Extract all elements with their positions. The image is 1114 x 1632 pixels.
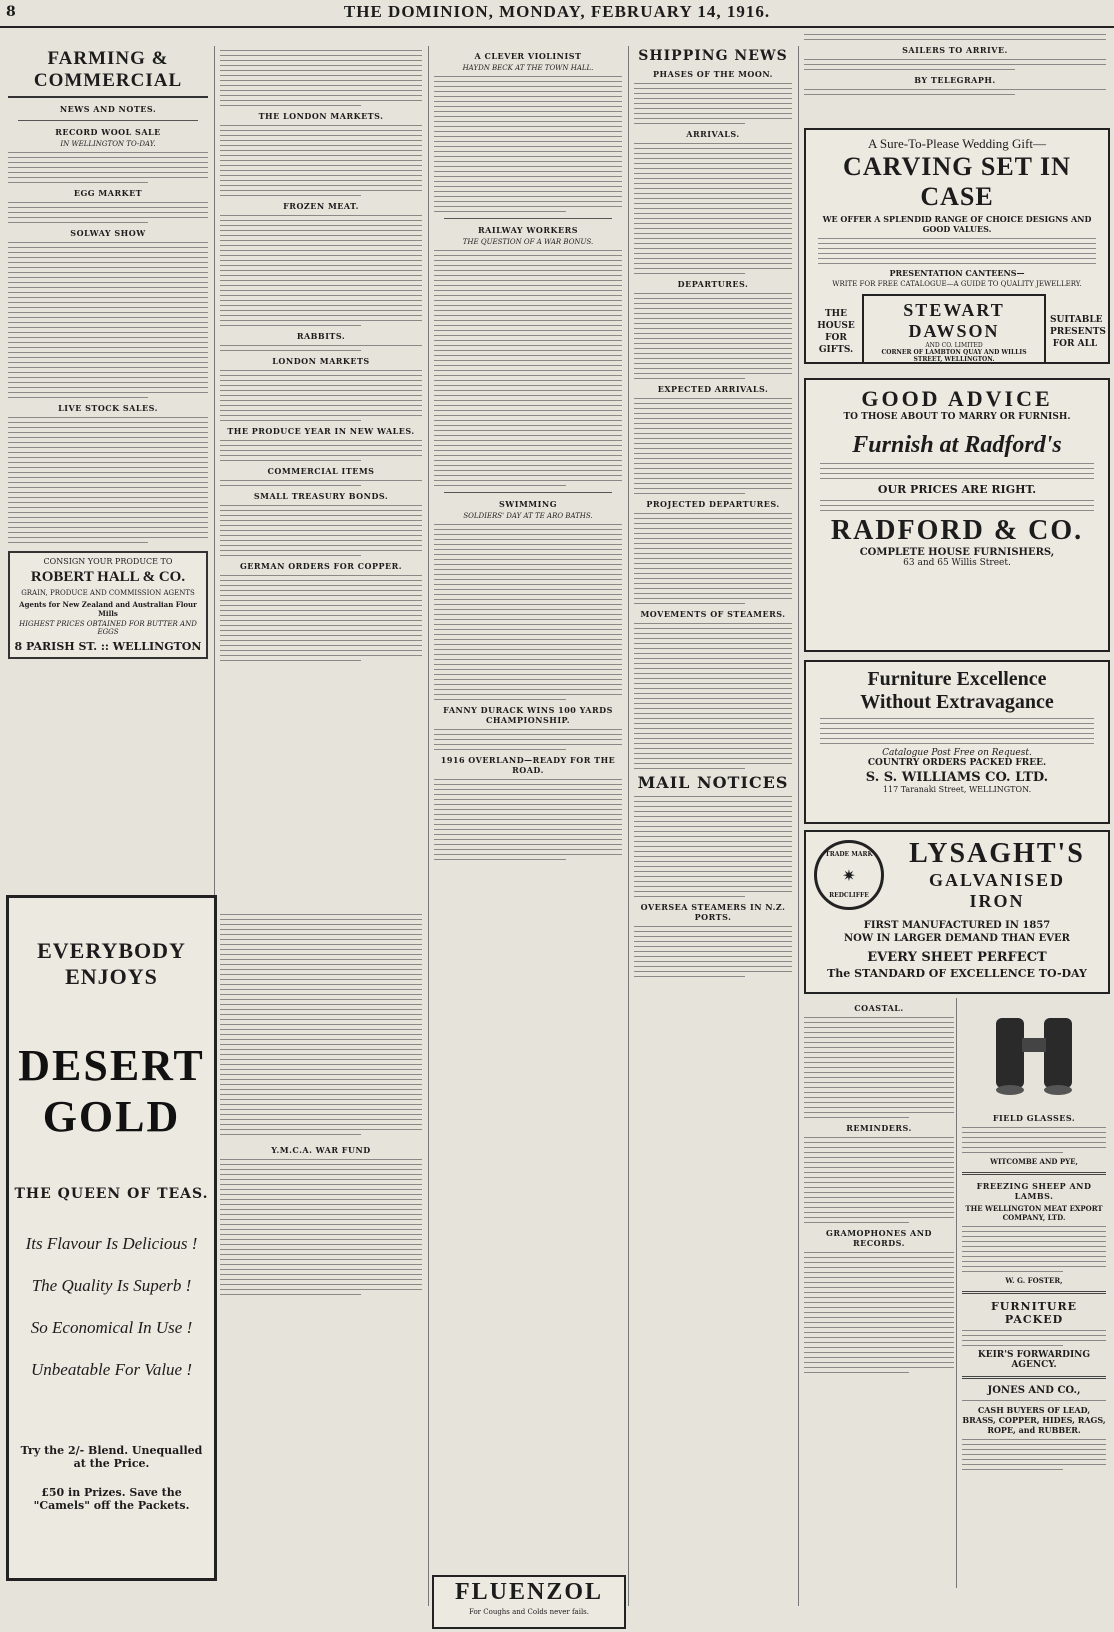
ad-title: Without Extravagance bbox=[860, 691, 1054, 713]
article-body bbox=[634, 293, 792, 379]
article-heading: Y.M.C.A. WAR FUND bbox=[271, 1145, 371, 1155]
article-heading: EGG MARKET bbox=[73, 188, 143, 198]
ad-line: COMPLETE HOUSE FURNISHERS, bbox=[859, 547, 1055, 558]
article-body bbox=[634, 926, 792, 977]
article-heading: COASTAL. bbox=[854, 1003, 904, 1013]
article-heading: LONDON MARKETS bbox=[272, 356, 370, 366]
ad-body bbox=[962, 1439, 1106, 1470]
ad-brand: FLUENZOL bbox=[454, 1579, 604, 1605]
ad-side-text: SUITABLE PRESENTS FOR ALL bbox=[1050, 314, 1106, 349]
column-rule bbox=[798, 46, 799, 1606]
ad-line: COUNTRY ORDERS PACKED FREE. bbox=[867, 758, 1047, 768]
ad-line: For Coughs and Colds never fails. bbox=[468, 1608, 590, 1616]
article-body bbox=[434, 729, 622, 750]
column-rule bbox=[628, 46, 629, 1606]
article-body bbox=[634, 513, 792, 604]
ad-line: CASH BUYERS OF LEAD, BRASS, COPPER, HIDES, RAGS, ROPE, and RUBBER. bbox=[962, 1405, 1106, 1435]
article-heading: FROZEN MEAT. bbox=[283, 201, 359, 211]
ad-brand: KEIR'S FORWARDING AGENCY. bbox=[977, 1350, 1091, 1370]
ad-line: WITCOMBE AND PYE, bbox=[990, 1157, 1078, 1166]
article-body bbox=[220, 215, 422, 326]
article-heading: RABBITS. bbox=[296, 331, 346, 341]
seal-text: TRADE MARK bbox=[825, 851, 873, 858]
column-news bbox=[434, 46, 622, 1556]
article-heading: 1916 OVERLAND—READY FOR THE ROAD. bbox=[440, 755, 616, 775]
ad-line: So Economical In Use ! bbox=[30, 1318, 193, 1337]
ad-brand: DAWSON bbox=[908, 321, 1000, 341]
column-sailers bbox=[804, 30, 1106, 130]
article-heading: ARRIVALS. bbox=[686, 129, 740, 139]
ad-line: Its Flavour Is Delicious ! bbox=[25, 1234, 198, 1253]
ad-body bbox=[962, 1330, 1106, 1346]
ad-body bbox=[962, 1400, 1106, 1401]
article-body bbox=[220, 575, 422, 661]
ad-body bbox=[962, 1226, 1106, 1272]
ad-brand: DESERT GOLD bbox=[18, 1041, 205, 1141]
article-heading: RECORD WOOL SALE bbox=[55, 127, 161, 137]
ad-line: £50 in Prizes. Save the "Camels" off the Packets. bbox=[33, 1486, 190, 1512]
ad-address: 8 PARISH ST. :: WELLINGTON bbox=[14, 640, 202, 653]
binoculars-icon bbox=[984, 1008, 1084, 1098]
column-rule bbox=[428, 46, 429, 1606]
article-body bbox=[434, 524, 622, 700]
article-heading: RAILWAY WORKERS bbox=[477, 225, 579, 235]
stewart-dawson-block bbox=[814, 294, 1106, 364]
ad-line: NOW IN LARGER DEMAND THAN EVER bbox=[844, 933, 1070, 944]
article-heading: BY TELEGRAPH. bbox=[914, 75, 996, 85]
ad-title: GOOD ADVICE bbox=[861, 386, 1053, 411]
trade-mark-seal bbox=[814, 840, 884, 910]
desert-gold-ad bbox=[6, 895, 217, 1581]
mail-notices-title: MAIL NOTICES bbox=[637, 773, 789, 792]
newspaper-title: THE DOMINION, MONDAY, FEBRUARY 14, 1916. bbox=[343, 2, 771, 21]
ad-line: EVERYBODY ENJOYS bbox=[37, 938, 186, 989]
ad-title: Furniture Excellence bbox=[867, 668, 1047, 690]
article-body bbox=[434, 250, 622, 486]
ad-line: CORNER OF LAMBTON QUAY AND WILLIS STREET, WELLINGTON. bbox=[881, 349, 1027, 363]
column-coastal bbox=[804, 998, 954, 1588]
ad-brand: S. S. WILLIAMS CO. LTD. bbox=[865, 770, 1049, 785]
ad-brand: STEWART bbox=[903, 300, 1005, 320]
article-body bbox=[804, 1252, 954, 1373]
article-body bbox=[804, 1017, 954, 1118]
lysaght-ad bbox=[804, 830, 1110, 994]
ad-title: CARVING SET IN CASE bbox=[843, 152, 1071, 211]
ad-line: Unbeatable For Value ! bbox=[31, 1360, 192, 1379]
article-heading: SMALL TREASURY BONDS. bbox=[253, 491, 389, 501]
ad-title: GALVANISED bbox=[928, 870, 1066, 890]
ad-title: FURNITURE PACKED bbox=[990, 1300, 1078, 1326]
ad-body bbox=[806, 463, 1108, 479]
section-title: SHIPPING NEWS bbox=[638, 48, 788, 64]
ad-body bbox=[806, 500, 1108, 511]
article-heading: LIVE STOCK SALES. bbox=[58, 403, 158, 413]
radford-ad bbox=[804, 378, 1110, 652]
fluenzol-ad bbox=[432, 1575, 626, 1629]
article-body bbox=[804, 34, 1106, 40]
article-body bbox=[8, 242, 208, 398]
ad-line: 63 and 65 Willis Street. bbox=[903, 558, 1011, 568]
ad-line: EVERY SHEET PERFECT bbox=[867, 950, 1047, 965]
field-glasses-illustration bbox=[962, 998, 1106, 1108]
williams-furniture-ad bbox=[804, 660, 1110, 824]
article-heading: FREEZING SHEEP AND LAMBS. bbox=[976, 1181, 1092, 1201]
ad-body bbox=[806, 238, 1108, 264]
ad-brand: LYSAGHT'S bbox=[909, 838, 1085, 869]
ad-body bbox=[962, 1127, 1106, 1153]
article-heading: DEPARTURES. bbox=[677, 279, 749, 289]
ad-line: Catalogue Post Free on Request. bbox=[882, 748, 1032, 758]
article-heading: SOLWAY SHOW bbox=[70, 228, 146, 238]
article-heading: A CLEVER VIOLINIST bbox=[474, 51, 582, 61]
stewart-dawson-box bbox=[862, 294, 1046, 364]
ad-brand: JONES AND CO., bbox=[987, 1385, 1081, 1396]
article-body bbox=[804, 1137, 954, 1223]
article-body bbox=[8, 417, 208, 543]
article-heading: GRAMOPHONES AND RECORDS. bbox=[826, 1228, 932, 1248]
article-heading: SWIMMING bbox=[498, 499, 558, 509]
ad-line: Try the 2/- Blend. Unequalled at the Price. bbox=[20, 1444, 203, 1470]
column-rule bbox=[956, 998, 957, 1588]
ad-side-text: THE HOUSE FOR GIFTS. bbox=[817, 308, 855, 355]
column-markets bbox=[220, 46, 422, 906]
column-farming bbox=[8, 46, 208, 926]
column-rule bbox=[214, 46, 215, 926]
article-body bbox=[634, 398, 792, 494]
article-heading: PROJECTED DEPARTURES. bbox=[646, 499, 780, 509]
seal-text: REDCLIFFE bbox=[829, 892, 869, 899]
article-heading: NEWS AND NOTES. bbox=[59, 104, 157, 114]
article-body bbox=[220, 345, 422, 351]
ad-title: IRON bbox=[969, 891, 1025, 911]
article-body bbox=[434, 779, 622, 860]
article-body bbox=[220, 370, 422, 421]
article-body bbox=[220, 50, 422, 106]
ad-text: GRAIN, PRODUCE AND COMMISSION AGENTS bbox=[21, 589, 195, 597]
article-heading: OVERSEA STEAMERS IN N.Z. PORTS. bbox=[640, 902, 786, 922]
article-body bbox=[634, 143, 792, 274]
article-subheading: HAYDN BECK AT THE TOWN HALL. bbox=[462, 64, 594, 72]
robert-hall-ad bbox=[8, 551, 208, 659]
article-subheading: IN WELLINGTON TO-DAY. bbox=[60, 140, 156, 148]
column-markets-lower bbox=[220, 910, 422, 1570]
article-body bbox=[220, 480, 422, 486]
ad-line: FIRST MANUFACTURED IN 1857 bbox=[863, 920, 1051, 931]
article-body bbox=[220, 125, 422, 196]
column-shipping bbox=[634, 46, 792, 1626]
ad-text: CONSIGN YOUR PRODUCE TO bbox=[43, 557, 173, 566]
ad-line: WE OFFER A SPLENDID RANGE OF CHOICE DESIGNS AND GOOD VALUES. bbox=[822, 214, 1092, 234]
ad-line: TO THOSE ABOUT TO MARRY OR FURNISH. bbox=[843, 412, 1071, 422]
article-body bbox=[804, 89, 1106, 95]
article-body bbox=[804, 59, 1106, 70]
ad-brand: RADFORD & CO. bbox=[830, 515, 1084, 546]
article-body bbox=[634, 796, 792, 897]
ad-text: Agents for New Zealand and Australian Flour Mills bbox=[19, 600, 197, 618]
section-title: FARMING & COMMERCIAL bbox=[8, 46, 208, 98]
article-heading: MOVEMENTS OF STEAMERS. bbox=[640, 609, 786, 619]
masthead bbox=[0, 0, 1114, 28]
ad-line: OUR PRICES ARE RIGHT. bbox=[877, 483, 1037, 496]
ad-line: WRITE FOR FREE CATALOGUE—A GUIDE TO QUALITY JEWELLERY. bbox=[832, 280, 1082, 288]
article-body bbox=[434, 76, 622, 212]
article-subheading: SOLDIERS' DAY AT TE ARO BATHS. bbox=[463, 512, 593, 520]
ad-line: THE QUEEN OF TEAS. bbox=[14, 1186, 209, 1202]
article-body bbox=[634, 83, 792, 124]
article-body bbox=[220, 914, 422, 1135]
column-small-ads bbox=[962, 998, 1106, 1588]
article-heading: REMINDERS. bbox=[846, 1123, 912, 1133]
article-body bbox=[220, 440, 422, 461]
article-heading: COMMERCIAL ITEMS bbox=[267, 466, 375, 476]
article-body bbox=[634, 623, 792, 769]
article-body bbox=[220, 1159, 422, 1295]
carving-set-ad bbox=[804, 128, 1110, 364]
article-heading: PHASES OF THE MOON. bbox=[653, 69, 773, 79]
article-heading: FANNY DURACK WINS 100 YARDS CHAMPIONSHIP. bbox=[443, 705, 613, 725]
ad-line: PRESENTATION CANTEENS— bbox=[889, 268, 1025, 278]
ad-line: THE WELLINGTON MEAT EXPORT COMPANY, LTD. bbox=[965, 1204, 1103, 1222]
article-body bbox=[8, 202, 208, 223]
article-heading: THE LONDON MARKETS. bbox=[258, 111, 384, 121]
article-heading: FIELD GLASSES. bbox=[992, 1113, 1076, 1123]
article-heading: EXPECTED ARRIVALS. bbox=[657, 384, 769, 394]
article-heading: SAILERS TO ARRIVE. bbox=[902, 45, 1008, 55]
article-body bbox=[220, 505, 422, 556]
ad-body bbox=[806, 718, 1108, 744]
article-heading: THE PRODUCE YEAR IN NEW WALES. bbox=[227, 426, 415, 436]
ad-title: Furnish at Radford's bbox=[852, 432, 1062, 458]
ad-line: W. G. FOSTER, bbox=[1005, 1276, 1063, 1285]
ad-text: HIGHEST PRICES OBTAINED FOR BUTTER AND EGGS bbox=[19, 620, 197, 636]
article-heading: GERMAN ORDERS FOR COPPER. bbox=[239, 561, 403, 571]
article-body bbox=[8, 152, 208, 183]
ad-line: A Sure-To-Please Wedding Gift— bbox=[868, 136, 1046, 151]
ad-line: The STANDARD OF EXCELLENCE TO-DAY bbox=[827, 967, 1087, 980]
seal-icon: ✷ bbox=[842, 865, 856, 885]
article-subheading: THE QUESTION OF A WAR BONUS. bbox=[462, 238, 594, 246]
ad-company: ROBERT HALL & CO. bbox=[30, 569, 186, 585]
page-number: 8 bbox=[6, 4, 16, 20]
ad-line: AND CO. LIMITED bbox=[925, 342, 983, 349]
ad-line: The Quality Is Superb ! bbox=[31, 1276, 192, 1295]
ad-line: 117 Taranaki Street, WELLINGTON. bbox=[882, 785, 1032, 794]
